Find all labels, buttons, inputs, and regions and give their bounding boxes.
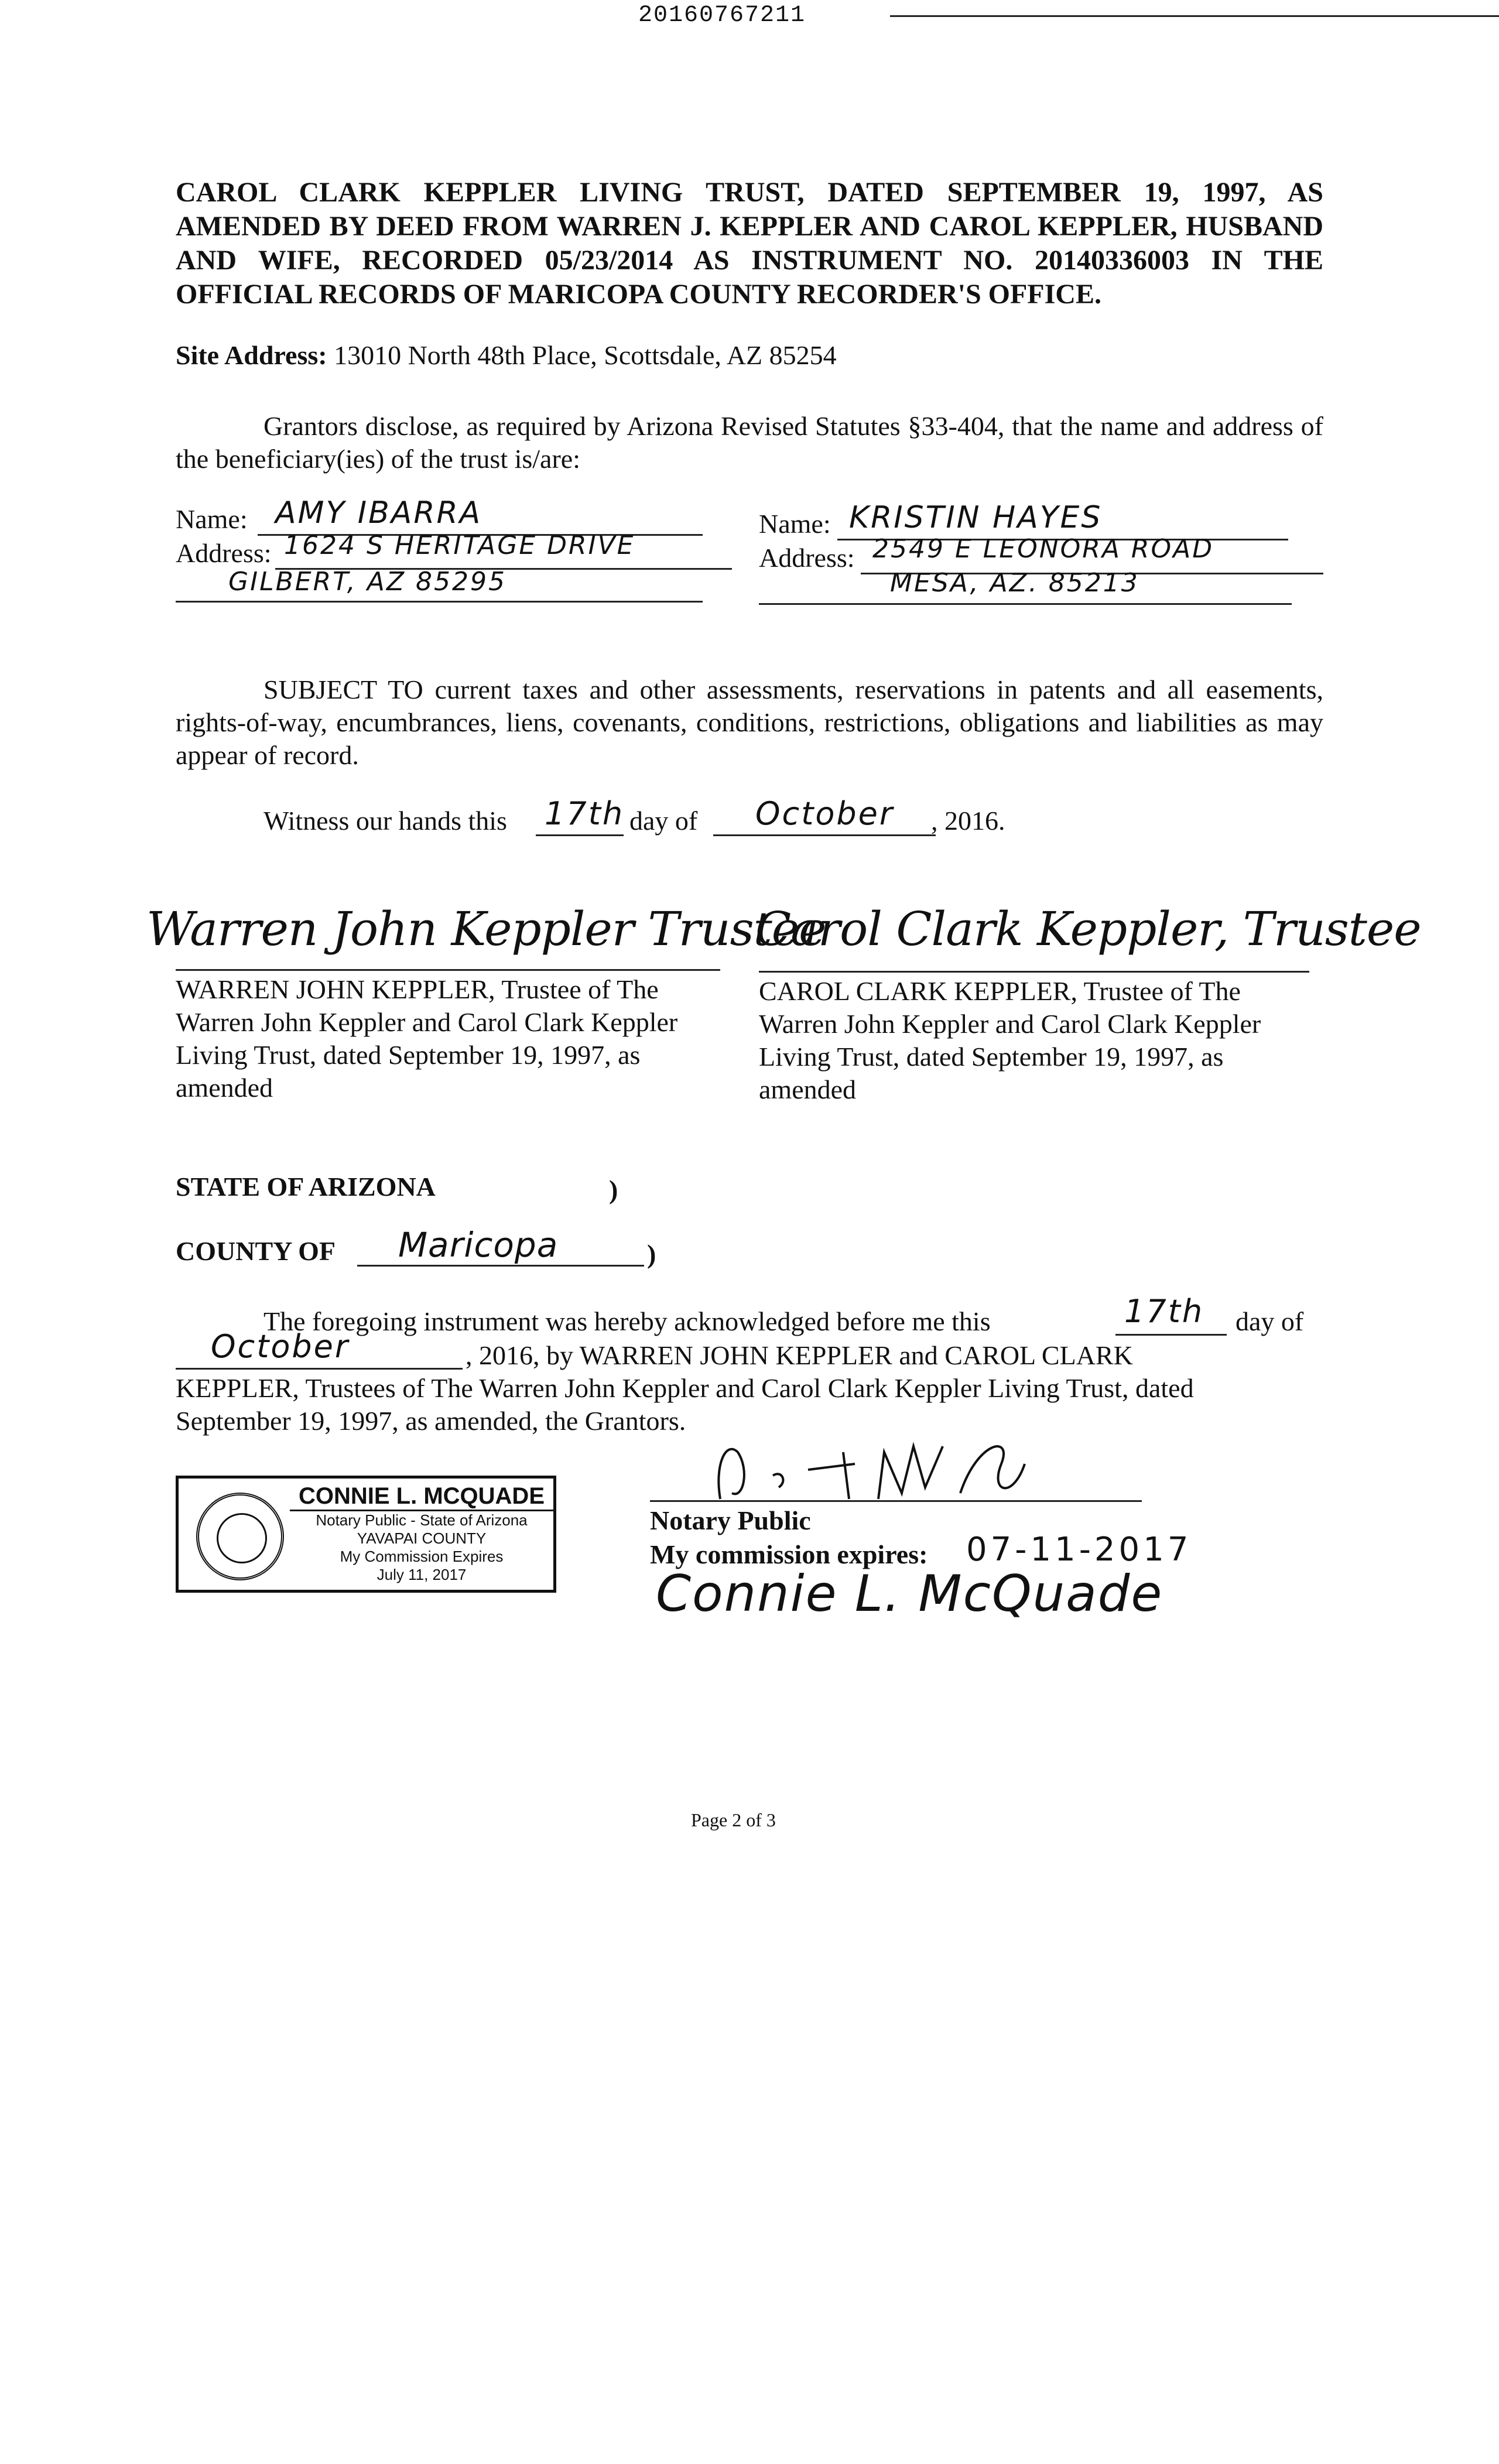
- trust-heading: CAROL CLARK KEPPLER LIVING TRUST, DATED SEPTEMBER 19, 1997, AS AMENDED BY DEED FROM WARREN J. KEPPLER AND CAROL KEPPLER, HUSBAND AND WIFE, RECORDED 05/23/2014 AS INSTRUMENT NO. 20140336003 IN THE OFFICIAL RECORDS OF MARICOPA COUNTY RECORDER'S OFFICE.: [176, 177, 1323, 310]
- notary-signature-line: [650, 1500, 1142, 1502]
- ack-line1: The foregoing instrument was hereby acknowledged before me this: [263, 1306, 991, 1336]
- signature-carol: Carol Clark Keppler, Trustee: [755, 902, 1421, 956]
- beneficiary-2-name: KRISTIN HAYES: [849, 500, 1103, 535]
- page-number: Page 2 of 3: [691, 1809, 776, 1830]
- notary-printed-name: Connie L. McQuade: [656, 1565, 1163, 1623]
- witness-month: October: [755, 795, 895, 832]
- beneficiary-2-address-line1: 2549 E LEONORA ROAD: [872, 534, 1214, 564]
- witness-day: 17th: [545, 795, 625, 832]
- signer-carol-line4: amended: [759, 1074, 857, 1104]
- beneficiary-2-name-label: Name:: [759, 509, 831, 539]
- notary-stamp: [176, 1476, 556, 1593]
- signer-carol-name: CAROL CLARK KEPPLER, Trustee of The: [759, 976, 1241, 1006]
- notary-stamp-text: [290, 1483, 553, 1584]
- signer-warren-line3: Living Trust, dated September 19, 1997, as: [176, 1040, 641, 1070]
- venue-paren-1: ): [609, 1175, 618, 1204]
- ack-month-line: [176, 1368, 463, 1370]
- beneficiary-2-address-line2: MESA, AZ. 85213: [890, 568, 1139, 598]
- stamp-line4: July 11, 2017: [377, 1566, 467, 1583]
- signature-line-warren: [176, 969, 720, 971]
- witness-year: , 2016.: [931, 806, 1005, 836]
- venue-county: Maricopa: [398, 1225, 559, 1265]
- site-address-label: Site Address:: [176, 340, 327, 370]
- beneficiary-2-city-line: [759, 603, 1292, 605]
- signer-warren-line2: Warren John Keppler and Carol Clark Keppler: [176, 1007, 678, 1037]
- disclosure-paragraph: Grantors disclose, as required by Arizona Revised Statutes §33-404, that the name and address of the beneficiary(ies) of the trust is/are:: [176, 411, 1323, 474]
- signer-carol-line2: Warren John Keppler and Carol Clark Keppler: [759, 1009, 1261, 1039]
- signer-carol-line3: Living Trust, dated September 19, 1997, as: [759, 1042, 1224, 1072]
- ack-month: October: [211, 1328, 350, 1365]
- ack-day-line: [1115, 1334, 1227, 1336]
- ack-line2: , 2016, by WARREN JOHN KEPPLER and CAROL CLARK: [466, 1340, 1133, 1370]
- ack-day: 17th: [1124, 1293, 1204, 1330]
- beneficiary-1-address-line2: GILBERT, AZ 85295: [228, 567, 506, 597]
- venue-state: STATE OF ARIZONA: [176, 1172, 436, 1202]
- recording-number: 20160767211: [638, 2, 806, 29]
- subject-to-paragraph: SUBJECT TO current taxes and other assessments, reservations in patents and all easements, rights-of-way, encumbrances, liens, covenants, conditions, restrictions, obligations and liabilities as may appear of record.: [176, 675, 1323, 770]
- beneficiary-1-name-label: Name:: [176, 504, 248, 534]
- stamp-line2: YAVAPAI COUNTY: [357, 1529, 487, 1547]
- state-seal-icon: [196, 1493, 284, 1580]
- site-address: [176, 340, 837, 371]
- venue-paren-2: ): [647, 1239, 656, 1269]
- site-address-value: 13010 North 48th Place, Scottsdale, AZ 85254: [334, 340, 837, 370]
- ack-line3: KEPPLER, Trustees of The Warren John Keppler and Carol Clark Keppler Living Trust, dated: [176, 1373, 1194, 1403]
- stamp-name: CONNIE L. MCQUADE: [290, 1483, 553, 1511]
- beneficiary-2-address-label: Address:: [759, 543, 855, 573]
- witness-prefix: Witness our hands this: [263, 806, 507, 836]
- signature-warren: Warren John Keppler Trustee: [146, 902, 826, 956]
- top-rule: [890, 15, 1499, 17]
- witness-month-line: [713, 834, 936, 836]
- signer-warren-name: WARREN JOHN KEPPLER, Trustee of The: [176, 974, 659, 1004]
- notary-expires-date: 07-11-2017: [966, 1531, 1192, 1569]
- witness-day-line: [536, 834, 624, 836]
- stamp-line1: Notary Public - State of Arizona: [316, 1511, 528, 1529]
- signer-carol-block: [759, 975, 1261, 1106]
- notary-signature-mark: [709, 1429, 1036, 1511]
- signer-warren-line4: amended: [176, 1073, 273, 1103]
- beneficiary-1-address-line1: 1624 S HERITAGE DRIVE: [284, 531, 635, 560]
- witness-day-of: day of: [629, 806, 698, 836]
- notary-title: Notary Public: [650, 1505, 811, 1535]
- notary-expires-label: My commission expires:: [650, 1539, 928, 1569]
- signature-line-carol: [759, 971, 1309, 973]
- beneficiary-1-city-line: [176, 601, 703, 603]
- stamp-line3: My Commission Expires: [340, 1548, 504, 1565]
- beneficiary-1-address-label: Address:: [176, 538, 272, 568]
- venue-county-line: [357, 1265, 644, 1267]
- beneficiary-1-name: AMY IBARRA: [275, 495, 482, 531]
- signer-warren-block: [176, 973, 677, 1104]
- ack-day-suffix: day of: [1236, 1306, 1304, 1336]
- ack-line4: September 19, 1997, as amended, the Grantors.: [176, 1406, 686, 1436]
- venue-county-label: COUNTY OF: [176, 1236, 336, 1266]
